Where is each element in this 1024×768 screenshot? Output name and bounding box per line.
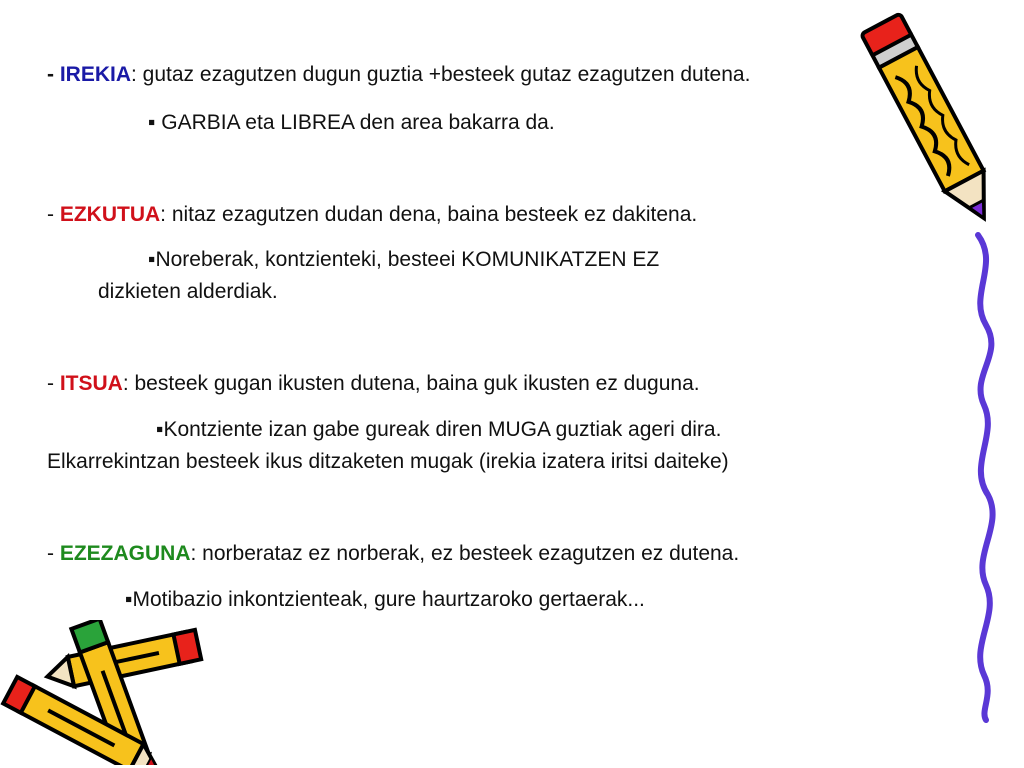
bullet-ezkutua: ▪Noreberak, kontzienteki, besteei KOMUNIKATZEN EZ [148, 248, 660, 271]
definition-ezkutua: : nitaz ezagutzen dudan dena, baina besteek ez dakitena. [160, 203, 698, 226]
section-itsua-heading [47, 371, 700, 397]
pencil-icon [860, 4, 1010, 244]
section-ezezaguna-heading [47, 541, 739, 567]
section-dash: - [47, 372, 60, 395]
bullet-irekia: ▪ GARBIA eta LIBREA den area bakarra da. [148, 111, 555, 134]
definition-itsua: : besteek gugan ikusten dutena, baina guk ikusten ez duguna. [122, 372, 700, 395]
keyword-ezezaguna: EZEZAGUNA [59, 542, 191, 565]
bullet-ezkutua-cont: dizkieten alderdiak. [98, 280, 278, 303]
section-dash: - [47, 63, 60, 86]
section-irekia-heading [47, 62, 750, 88]
ribbon-icon [960, 225, 1010, 725]
bullet-itsua-cont: Elkarrekintzan besteek ikus ditzaketen mugak (irekia izatera iritsi daiteke) [47, 450, 729, 473]
section-dash: - [47, 542, 60, 565]
keyword-itsua: ITSUA [59, 372, 123, 395]
section-ezkutua-heading [47, 202, 697, 228]
pencils-icon [0, 620, 210, 765]
section-dash: - [47, 203, 60, 226]
keyword-ezkutua: EZKUTUA [59, 203, 161, 226]
definition-irekia: : gutaz ezagutzen dugun guztia +besteek gutaz ezagutzen dutena. [131, 63, 751, 86]
bullet-ezezaguna: ▪Motibazio inkontzienteak, gure haurtzaroko gertaerak... [125, 588, 645, 611]
keyword-irekia: IREKIA [59, 63, 132, 86]
bullet-itsua: ▪Kontziente izan gabe gureak diren MUGA guztiak ageri dira. [156, 418, 722, 441]
definition-ezezaguna: : norberataz ez norberak, ez besteek ezagutzen ez dutena. [190, 542, 740, 565]
